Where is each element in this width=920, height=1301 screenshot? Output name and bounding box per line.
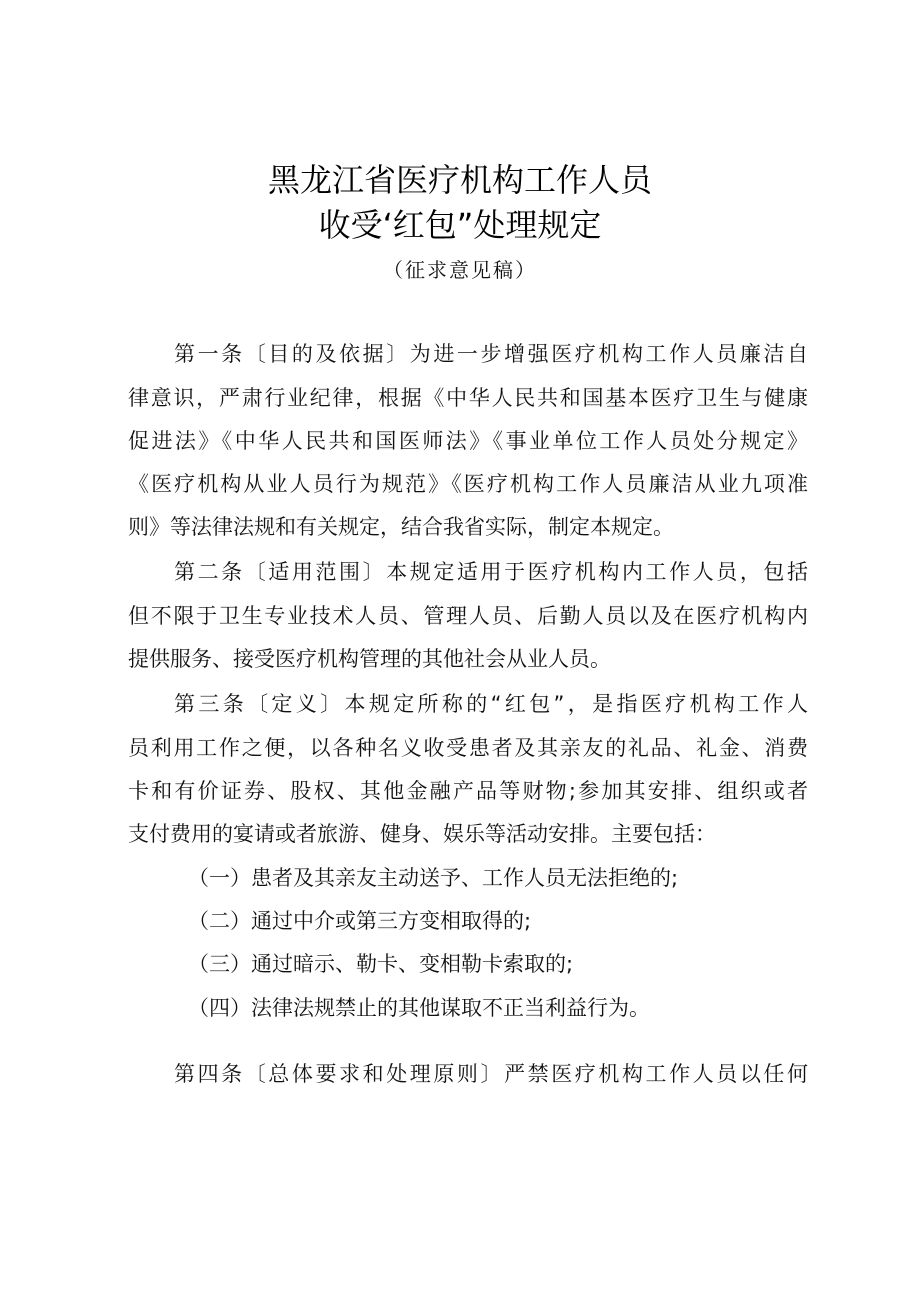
article-3-line-3: 卡和有价证券、股权、其他金融产品等财物;参加其安排、组织或者 [128, 779, 808, 803]
article-4-line-1: 第四条〔总体要求和处理原则〕严禁医疗机构工作人员以任何 [174, 1062, 808, 1086]
document-subtitle: （征求意见稿） [383, 258, 537, 282]
list-item-4: （四）法律法规禁止的其他谋取不正当利益行为。 [188, 996, 650, 1020]
article-3-line-1: 第三条〔定义〕本规定所称的“红包”，是指医疗机构工作人 [174, 692, 808, 716]
list-item-1: （一）患者及其亲友主动送予、工作人员无法拒绝的; [188, 866, 679, 890]
article-1-line-2: 律意识，严肃行业纪律，根据《中华人民共和国基本医疗卫生与健康 [128, 386, 808, 410]
document-title-line-2: 收受‘红包”处理规定 [318, 206, 602, 244]
article-1-line-5: 则》等法律法规和有关规定，结合我省实际，制定本规定。 [128, 515, 674, 539]
article-3-line-2: 员利用工作之便，以各种名义收受患者及其亲友的礼品、礼金、消费 [128, 736, 808, 760]
document-title-line-1: 黑龙江省医疗机构工作人员 [267, 161, 652, 199]
list-item-2: （二）通过中介或第三方变相取得的; [188, 909, 532, 933]
list-item-3: （三）通过暗示、勒卡、变相勒卡索取的; [188, 952, 574, 976]
article-2-line-3: 提供服务、接受医疗机构管理的其他社会从业人员。 [128, 647, 611, 671]
article-1-line-4: 《医疗机构从业人员行为规范》《医疗机构工作人员廉洁从业九项准 [128, 472, 808, 496]
article-2-line-2: 但不限于卫生专业技术人员、管理人员、后勤人员以及在医疗机构内 [128, 604, 808, 628]
article-1-line-3: 促进法》《中华人民共和国医师法》《事业单位工作人员处分规定》 [128, 429, 808, 453]
article-2-line-1: 第二条〔适用范围〕本规定适用于医疗机构内工作人员，包括 [174, 560, 808, 584]
article-3-line-4: 支付费用的宴请或者旅游、健身、娱乐等活动安排。主要包括： [128, 822, 716, 846]
article-1-line-1: 第一条〔目的及依据〕为进一步增强医疗机构工作人员廉洁自 [174, 342, 808, 366]
